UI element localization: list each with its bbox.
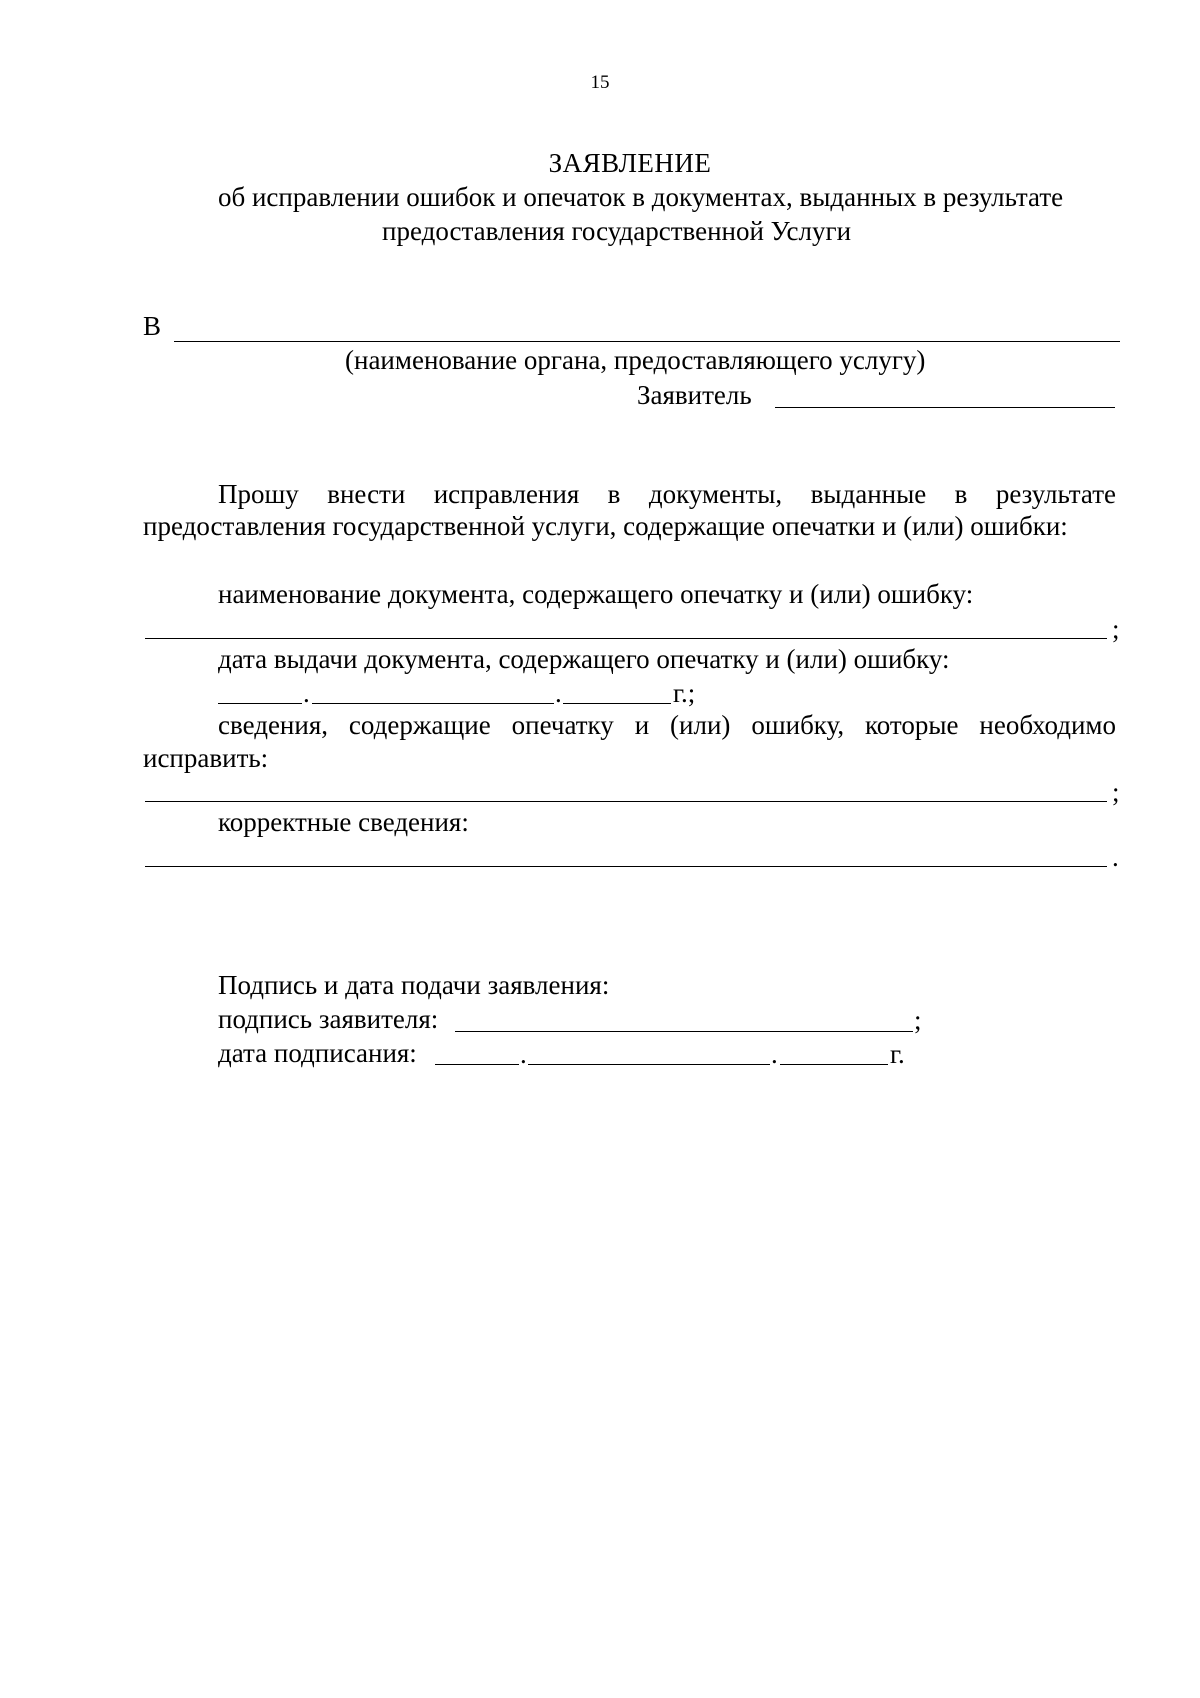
signature-end: ;: [914, 1005, 922, 1035]
doc-name-end: ;: [1112, 614, 1120, 644]
issue-day-field[interactable]: [218, 703, 302, 704]
doc-name-label: наименование документа, содержащего опечатку и (или) ошибку:: [218, 579, 974, 609]
request-line1: Прошу внести исправления в документы, выданные в результате: [218, 479, 1116, 509]
signing-year-field[interactable]: [780, 1064, 888, 1065]
signing-day-field[interactable]: [435, 1064, 519, 1065]
issue-year-field[interactable]: [563, 703, 671, 704]
correct-info-end: .: [1112, 842, 1119, 872]
correct-info-field[interactable]: [145, 866, 1107, 867]
signing-date-suffix: г.: [890, 1039, 905, 1069]
document-subtitle-line1: об исправлении ошибок и опечаток в документах, выданных в результате: [218, 182, 1064, 212]
document-subtitle-line2: предоставления государственной Услуги: [382, 216, 852, 246]
doc-name-field[interactable]: [145, 638, 1107, 639]
signature-heading: Подпись и дата подачи заявления:: [218, 970, 610, 1000]
signing-date-dot1: .: [520, 1039, 527, 1069]
issue-date-dot1: .: [303, 678, 310, 708]
issue-date-suffix: г.;: [673, 678, 696, 708]
page-number: 15: [590, 72, 610, 93]
issue-date-dot2: .: [555, 678, 562, 708]
issue-month-field[interactable]: [312, 703, 554, 704]
applicant-field[interactable]: [775, 407, 1115, 408]
authority-name-field[interactable]: [174, 341, 1120, 342]
request-line2: предоставления государственной услуги, содержащие опечатки и (или) ошибки:: [143, 511, 1068, 541]
signature-field[interactable]: [455, 1031, 913, 1032]
signing-month-field[interactable]: [528, 1064, 770, 1065]
authority-caption: (наименование органа, предоставляющего услугу): [345, 345, 926, 375]
correct-info-label: корректные сведения:: [218, 807, 469, 837]
signing-date-label: дата подписания:: [218, 1038, 417, 1068]
info-label-line1: сведения, содержащие опечатку и (или) ошибку, которые необходимо: [218, 710, 1116, 740]
document-title: ЗАЯВЛЕНИЕ: [548, 148, 712, 178]
info-label-line2: исправить:: [143, 743, 269, 773]
signature-label: подпись заявителя:: [218, 1004, 439, 1034]
info-to-correct-field[interactable]: [145, 801, 1107, 802]
info-end: ;: [1112, 777, 1120, 807]
applicant-label: Заявитель: [637, 380, 752, 410]
issue-date-label: дата выдачи документа, содержащего опечатку и (или) ошибку:: [218, 644, 950, 674]
signing-date-dot2: .: [771, 1039, 778, 1069]
addressee-prefix: В: [143, 311, 162, 341]
